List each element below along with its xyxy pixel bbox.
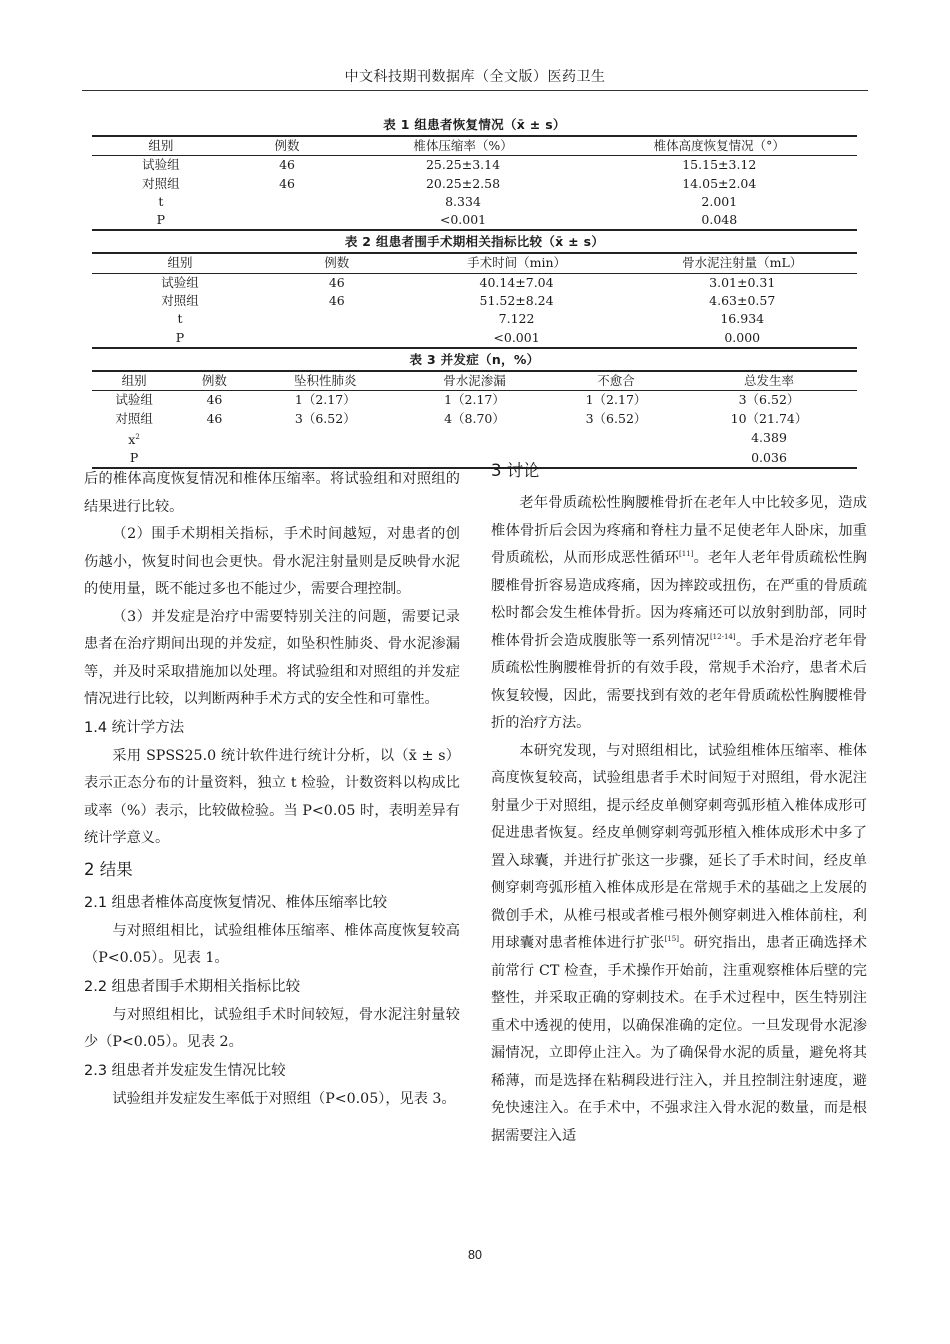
table-row (92, 273, 857, 292)
table-cell: 10（21.74） (730, 410, 808, 426)
table-cell (268, 310, 406, 328)
table-cell: 15.15±3.12 (682, 157, 757, 173)
text-run: 本研究发现，与对照组相比，试验组椎体压缩率、椎体高度恢复较高，试验组患者手术时间短于对照组，骨水泥注射量少于对照组，提示经皮单侧穿刺弯弧形植入椎体成形可促进患者恢复。经皮单侧穿刺弯弧形植入椎体成形术中多了置入球囊，并进行扩张这一步骤，延长了手术时间，经皮单侧穿刺弯弧形植入椎体成形是在常规手术的基础之上发展的微创手术，从椎弓根或者椎弓根外侧穿刺进入椎体前柱，利用球囊对患者椎体进行扩张 (491, 742, 867, 951)
section-heading-2-1: 2.1 组患者椎体高度恢复情况、椎体压缩率比较 (84, 894, 388, 911)
table-cell: 1（2.17） (294, 392, 356, 408)
table-cell: 46 (328, 274, 345, 290)
table-cell: P (92, 449, 176, 468)
table-3-header: 组别 (92, 371, 176, 391)
table-cell: 对照组 (161, 293, 199, 309)
table-cell (398, 428, 551, 449)
table-cell: 对照组 (142, 175, 180, 191)
table-cell: 20.25±2.58 (425, 175, 501, 191)
chi-symbol: x (128, 431, 136, 447)
table-cell: 3.01±0.31 (709, 274, 776, 290)
table-row (92, 410, 857, 428)
table-2-header: 骨水泥注射量（mL） (627, 253, 857, 273)
paragraph: 试验组并发症发生率低于对照组（P<0.05），见表 3。 (112, 1090, 456, 1107)
left-column (84, 466, 460, 1113)
table-cell: P (92, 329, 268, 348)
running-head: 中文科技期刊数据库（全文版）医药卫生 (344, 69, 606, 85)
table-cell: P (92, 211, 230, 230)
table-1-header: 椎体压缩率（%） (344, 136, 581, 156)
table-3-header: 坠积性肺炎 (253, 371, 398, 391)
paragraph (491, 490, 867, 738)
table-cell: 4（8.70） (444, 410, 505, 426)
table-row (92, 391, 857, 410)
table-cell: 0.048 (582, 211, 857, 230)
table-cell: 8.334 (445, 193, 481, 209)
table-cell: 16.934 (720, 311, 765, 327)
page-number: 80 (468, 1248, 482, 1262)
section-heading-discussion: 3 讨论 (491, 461, 540, 480)
table-3-header: 不愈合 (551, 371, 681, 391)
paragraph (491, 738, 867, 1151)
table-cell: 1（2.17） (585, 392, 647, 408)
table-1-header: 椎体高度恢复情况（°） (582, 136, 857, 156)
table-row (92, 329, 857, 348)
text-run: 老年骨质疏松性胸腰椎骨折在老年人中比较多见，造成椎体骨折后会因为疼痛和脊柱力量不足使老年人卧床，加重骨质疏松，从而形成恶性循环 (491, 495, 867, 566)
table-1 (92, 114, 857, 231)
table-cell: 2.001 (701, 193, 738, 209)
table-cell: 46 (279, 175, 296, 191)
citation: [11] (679, 550, 694, 558)
table-cell: t (177, 311, 183, 327)
table-cell (268, 329, 406, 348)
table-1-caption: 表 1 组患者恢复情况（x̄ ± s） (383, 117, 566, 132)
table-cell (230, 193, 345, 211)
table-cell: 14.05±2.04 (682, 175, 757, 191)
table-cell: 3（6.52） (585, 410, 647, 426)
table-cell: 3（6.52） (738, 392, 800, 408)
table-cell: 46 (206, 410, 223, 426)
paragraph: 后的椎体高度恢复情况和椎体压缩率。将试验组和对照组的结果进行比较。 (84, 471, 460, 515)
table-2-caption: 表 2 组患者围手术期相关指标比较（x̄ ± s） (344, 234, 605, 250)
table-cell (253, 428, 398, 449)
table-3 (92, 349, 857, 469)
table-3-header: 总发生率 (681, 371, 857, 391)
table-cell: <0.001 (344, 211, 581, 230)
table-cell: t (158, 193, 164, 209)
table-row (92, 428, 857, 449)
table-cell: 4.389 (751, 430, 787, 446)
table-3-caption: 表 3 并发症（n，%） (409, 351, 540, 367)
table-1-header: 组别 (92, 136, 230, 156)
table-row (92, 175, 857, 193)
table-cell: 7.122 (498, 311, 535, 327)
tables-block (92, 114, 857, 469)
section-heading-2-2: 2.2 组患者围手术期相关指标比较 (84, 978, 301, 995)
table-cell: 0.000 (627, 329, 857, 348)
table-cell: 试验组 (161, 274, 199, 290)
table-cell: <0.001 (406, 329, 628, 348)
text-run: 。手术是治疗老年骨质疏松性胸腰椎骨折的有效手段，常规手术治疗，患者术后恢复较慢，因此，需要找到有效的老年骨质疏松性胸腰椎骨折的治疗方法。 (491, 632, 867, 731)
paragraph: 采用 SPSS25.0 统计软件进行统计分析，以（x̄ ± s）表示正态分布的计量资料，独立 t 检验，计数资料以构成比或率（%）表示，比较做检验。当 P<0.05 时，表明差异有统计学意义。 (84, 747, 460, 846)
table-cell: 0.036 (681, 449, 857, 468)
table-cell: 4.63±0.57 (709, 293, 776, 309)
table-row (92, 292, 857, 310)
table-2-header: 组别 (92, 253, 268, 273)
paragraph: （2）围手术期相关指标，手术时间越短，对患者的创伤越小，恢复时间也会更快。骨水泥注射量则是反映骨水泥的使用量，既不能过多也不能过少，需要合理控制。 (84, 526, 460, 597)
paragraph: 与对照组相比，试验组手术时间较短，骨水泥注射量较少（P<0.05）。见表 2。 (84, 1006, 460, 1050)
table-row (92, 310, 857, 328)
table-cell: 试验组 (142, 157, 180, 173)
table-2 (92, 231, 857, 348)
citation: [12-14] (709, 632, 736, 641)
table-row (92, 193, 857, 211)
table-1-header: 例数 (230, 136, 345, 156)
text-run: 。研究指出，患者正确选择术前常行 CT 检查，手术操作开始前，注重观察椎体后壁的完整性，并采取正确的穿刺技术。在手术过程中，医生特别注重术中透视的使用，以确保准确的定位。一旦发现骨水泥渗漏情况，立即停止注入。为了确保骨水泥的质量，避免将其稀薄，而是选择在粘稠段进行注入，并且控制注射速度，避免快速注入。在手术中，不强求注入骨水泥的数量，而是根据需要注入适 (491, 935, 867, 1144)
text-run: 。老年人老年骨质疏松性胸腰椎骨折容易造成疼痛，因为摔跤或扭伤，在严重的骨质疏松时都会发生椎体骨折。因为疼痛还可以放射到肋部，同时椎体骨折会造成腹胀等一系列情况 (491, 550, 867, 649)
table-row (92, 211, 857, 230)
table-cell: 46 (279, 157, 296, 173)
paragraph: 与对照组相比，试验组椎体压缩率、椎体高度恢复较高（P<0.05）。见表 1。 (84, 922, 460, 966)
table-cell: 3（6.52） (294, 410, 356, 426)
table-cell: 25.25±3.14 (425, 157, 501, 173)
table-2-header: 手术时间（min） (406, 253, 628, 273)
table-3-header: 例数 (176, 371, 253, 391)
section-heading-2-3: 2.3 组患者并发症发生情况比较 (84, 1062, 286, 1079)
table-cell: 对照组 (115, 410, 153, 426)
chi-superscript: 2 (135, 432, 140, 441)
table-cell (230, 211, 345, 230)
table-cell: 51.52±8.24 (479, 293, 554, 309)
table-cell (551, 428, 681, 449)
table-cell: 试验组 (115, 392, 153, 408)
table-3-header: 骨水泥渗漏 (398, 371, 551, 391)
section-heading-results: 2 结果 (84, 859, 133, 879)
table-cell: 1（2.17） (444, 392, 505, 408)
header-rule (82, 90, 868, 91)
table-cell: 40.14±7.04 (479, 274, 554, 290)
paragraph: （3）并发症是治疗中需要特别关注的问题，需要记录患者在治疗期间出现的并发症，如坠积性肺炎、骨水泥渗漏等，并及时采取措施加以处理。将试验组和对照组的并发症情况进行比较，以判断两种手术方式的安全性和可靠性。 (84, 608, 460, 707)
section-heading-1-4: 1.4 统计学方法 (84, 719, 185, 736)
table-row (92, 156, 857, 175)
citation: [15] (664, 935, 679, 943)
right-column (491, 461, 867, 1150)
table-cell: 46 (328, 293, 345, 309)
table-2-header: 例数 (268, 253, 406, 273)
table-cell (92, 428, 176, 449)
table-cell (176, 428, 253, 449)
table-cell: 46 (206, 392, 223, 408)
